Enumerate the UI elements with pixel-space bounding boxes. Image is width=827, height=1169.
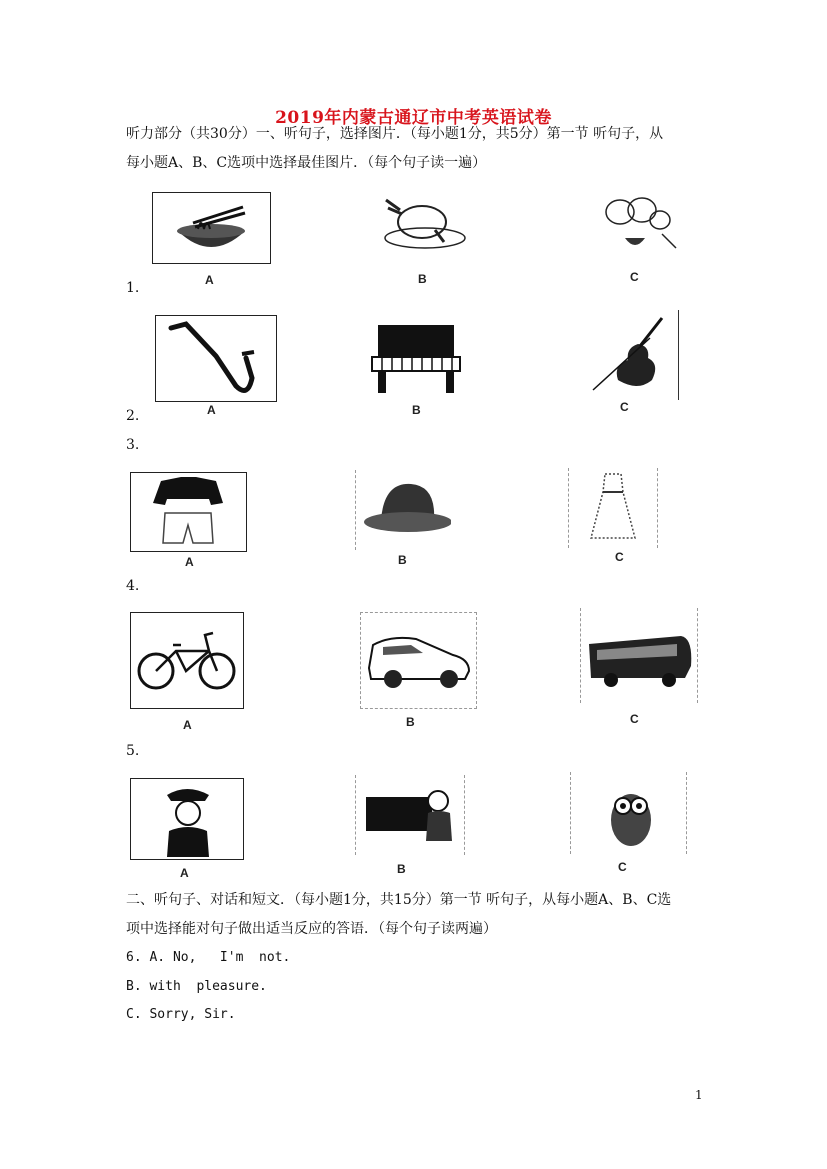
q5-option-b-image (355, 775, 465, 855)
intro-line-2: 每小题A、B、C选项中选择最佳图片．（每个句子读一遍） (126, 155, 487, 171)
q3-label-a: A (185, 555, 194, 569)
q5-option-c-image (570, 772, 687, 854)
q3-label-b: B (398, 553, 407, 567)
question-number-1: 1. (126, 280, 140, 296)
bus-icon (581, 608, 697, 703)
q1-option-a-image (152, 192, 271, 264)
q5-label-b: B (397, 862, 406, 876)
violin-icon (578, 310, 678, 400)
q2-option-a-image (155, 315, 277, 402)
q3-option-b-image (355, 470, 451, 550)
q4-option-c-image (580, 608, 698, 703)
page-title: 2019年内蒙古通辽市中考英语试卷 (275, 108, 552, 128)
shirt-shorts-icon (131, 473, 246, 551)
q2-option-b-image (360, 315, 470, 400)
q1-option-b-image (380, 190, 470, 260)
q5-option-a-image (130, 778, 244, 860)
car-icon (361, 613, 476, 708)
page-number: 1 (695, 1088, 703, 1102)
q3-label-c: C (615, 550, 624, 564)
question-number-4: 4. (126, 578, 140, 594)
q2-label-b: B (412, 403, 421, 417)
q3-option-a-image (130, 472, 247, 552)
roast-chicken-icon (380, 190, 470, 260)
noodle-bowl-icon (153, 193, 270, 263)
question-number-2: 2. (126, 408, 140, 424)
q1-label-a: A (205, 273, 214, 287)
q1-label-b: B (418, 272, 427, 286)
section2-paragraph (126, 886, 706, 944)
policeman-icon (131, 779, 243, 859)
q4-label-c: C (630, 712, 639, 726)
q4-option-b-image (360, 612, 477, 709)
question-number-3: 3. (126, 437, 140, 453)
bicycle-icon (131, 613, 243, 708)
saxophone-icon (156, 316, 276, 401)
q2-label-a: A (207, 403, 216, 417)
intro-paragraph (126, 120, 706, 178)
intro-line-1: 听力部分（共30分）一、听句子，选择图片．（每小题1分，共5分）第一节 听句子，从 (126, 126, 664, 142)
q3-option-c-image (568, 468, 658, 548)
q6-option-b: B. with pleasure. (126, 979, 267, 994)
q5-label-c: C (618, 860, 627, 874)
q5-label-a: A (180, 866, 189, 880)
q4-option-a-image (130, 612, 244, 709)
hat-icon (356, 470, 451, 550)
owl-icon (571, 772, 686, 854)
question-number-5: 5. (126, 743, 140, 759)
q6-option-a: 6. A. No, I'm not. (126, 950, 291, 965)
q4-label-a: A (183, 718, 192, 732)
q6-option-c: C. Sorry, Sir. (126, 1007, 236, 1022)
eggs-icon (590, 190, 680, 258)
q2-option-c-image (578, 310, 679, 400)
q4-label-b: B (406, 715, 415, 729)
section2-line-2: 项中选择能对句子做出适当反应的答语．（每个句子读两遍） (126, 921, 497, 937)
section2-line-1: 二、听句子、对话和短文．（每小题1分，共15分）第一节 听句子，从每小题A、B、C选 (126, 892, 672, 908)
q1-label-c: C (630, 270, 639, 284)
dress-icon (569, 468, 657, 548)
piano-icon (360, 315, 470, 400)
q2-label-c: C (620, 400, 629, 414)
teacher-icon (356, 775, 464, 855)
q1-option-c-image (590, 190, 680, 258)
